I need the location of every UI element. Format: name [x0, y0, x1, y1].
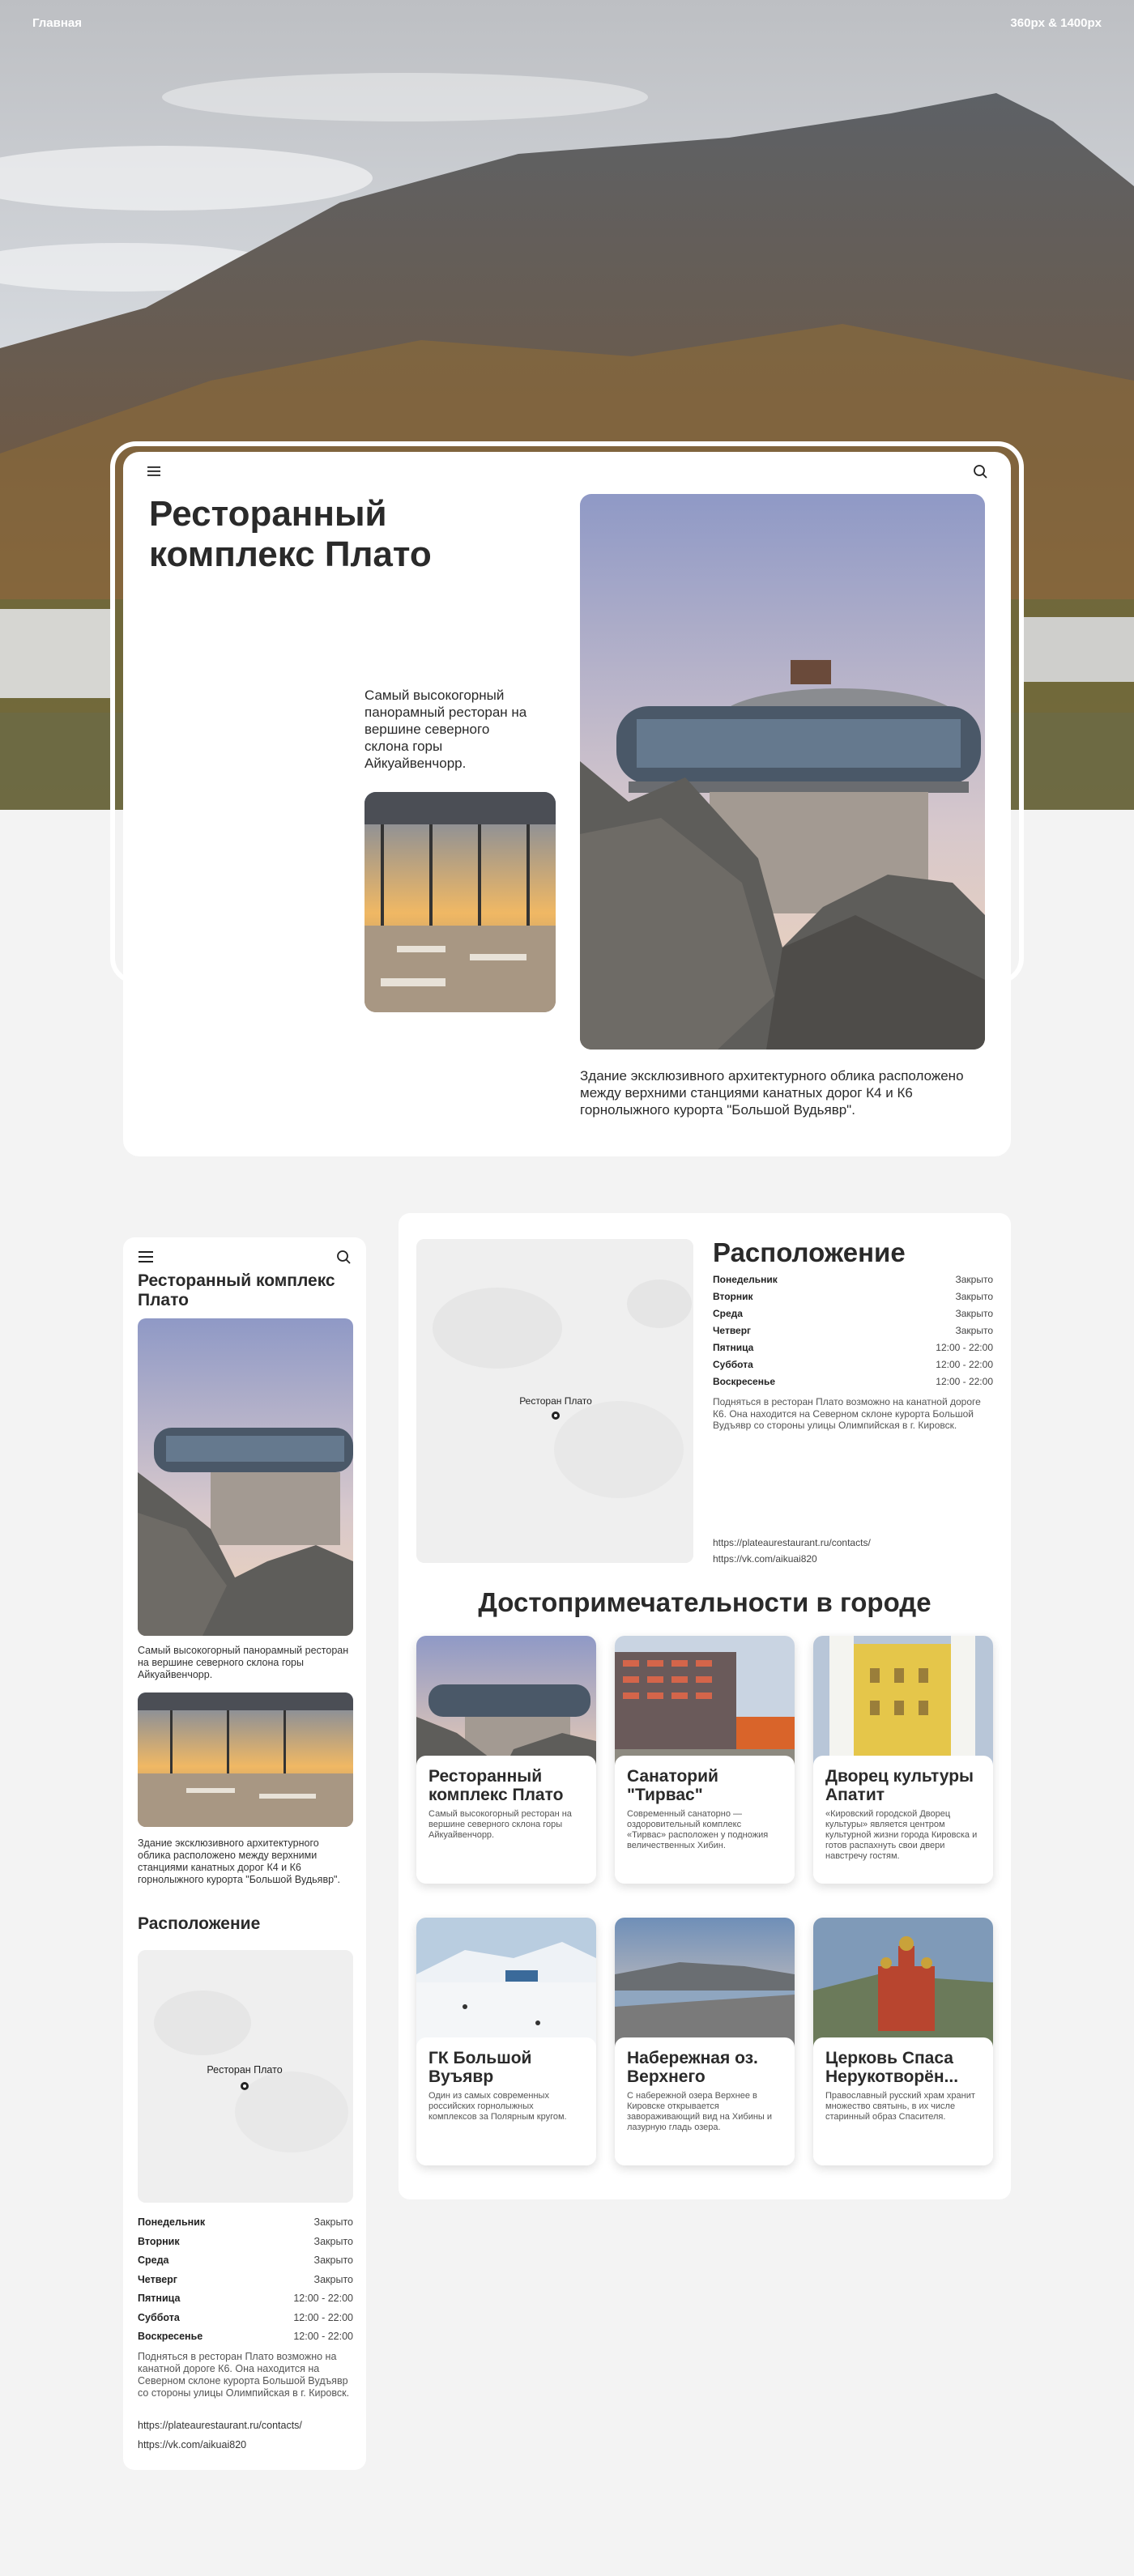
mobile-location-heading: Расположение — [138, 1914, 261, 1933]
hours-day: Воскресенье — [138, 2331, 203, 2342]
hours-row — [713, 1339, 993, 1356]
home-link[interactable]: Главная — [32, 16, 83, 30]
hours-row — [138, 2213, 353, 2233]
map-marker-label: Ресторан Плато — [519, 1395, 592, 1407]
hours-value: 12:00 - 22:00 — [293, 2293, 353, 2304]
hours-value: 12:00 - 22:00 — [936, 1342, 993, 1353]
hours-day: Понедельник — [713, 1274, 778, 1285]
hours-row — [713, 1356, 993, 1373]
website-link[interactable]: https://plateaurestaurant.ru/contacts/ — [138, 2420, 302, 2431]
restaurant-building-photo — [580, 494, 985, 1050]
hours-day: Пятница — [138, 2293, 181, 2304]
attraction-title: Церковь Спаса Нерукотворён... — [825, 2049, 959, 2086]
hours-row — [713, 1322, 993, 1339]
location-heading: Расположение — [713, 1237, 906, 1267]
attraction-title: Дворец культуры Апатит — [825, 1767, 974, 1804]
mobile-building-caption: Здание эксклюзивного архитектурного облика расположено между верхними станциями канатных дорог К4 и К6 горнолыжного курорта "Большой Вудьявр". — [138, 1837, 340, 1885]
mobile-preview — [123, 1237, 366, 2470]
search-icon[interactable] — [334, 1247, 353, 1267]
attraction-card[interactable] — [813, 1636, 993, 1884]
hours-value: 12:00 - 22:00 — [936, 1376, 993, 1387]
map-marker-label: Ресторан Плато — [207, 2064, 283, 2076]
attractions-heading: Достопримечательности в городе — [478, 1587, 932, 1617]
intro-text: Самый высокогорный панорамный ресторан на вершине северного склона горы Айкуайвенчорр. — [364, 688, 527, 771]
attraction-text: Современный санаторно — оздоровительный комплекс «Тирвас» расположен у подножия величественных Хибин. — [627, 1809, 769, 1850]
attraction-text: «Кировский городской Дворец культуры» является центром культурной жизни города Кировска и готов распахнуть свои двери навстречу гостям. — [825, 1809, 978, 1861]
mobile-intro-text: Самый высокогорный панорамный ресторан на вершине северного склона горы Айкуайвенчорр. — [138, 1645, 349, 1680]
hours-day: Четверг — [713, 1325, 752, 1336]
hours-row — [138, 2309, 353, 2328]
attractions-grid — [416, 1636, 993, 2165]
hours-value: Закрыто — [313, 2273, 353, 2285]
attraction-photo — [416, 1918, 596, 2047]
hero-card — [123, 452, 1011, 1156]
mobile-map[interactable] — [138, 1950, 353, 2203]
attraction-title: Санаторий "Тирвас" — [627, 1767, 718, 1804]
attraction-photo — [615, 1636, 795, 1765]
hours-day: Среда — [138, 2255, 169, 2266]
hours-day: Вторник — [713, 1291, 753, 1302]
mobile-opening-hours — [138, 2213, 353, 2347]
attraction-body — [416, 1756, 596, 1884]
opening-hours — [713, 1271, 993, 1390]
attraction-text: Один из самых современных российских горнолыжных комплексов за Полярным кругом. — [428, 2091, 567, 2122]
attraction-text: Православный русский храм хранит множество святынь, в их числе старинный образ Спасителя. — [825, 2091, 975, 2122]
hours-day: Суббота — [138, 2311, 180, 2323]
hours-day: Суббота — [713, 1359, 753, 1370]
hours-row — [713, 1305, 993, 1322]
attraction-card[interactable] — [813, 1918, 993, 2165]
restaurant-interior-photo — [364, 792, 556, 1012]
attraction-body — [813, 2037, 993, 2165]
mobile-title: Ресторанный комплекс Плато — [138, 1271, 335, 1309]
attraction-card[interactable] — [416, 1918, 596, 2165]
attraction-photo — [813, 1918, 993, 2047]
mobile-directions-text: Подняться в ресторан Плато возможно на канатной дороге К6. Она находится на Северном склоне курорта Большой Вудъявр со стороны улицы Олимпийская в г. Кировск. — [138, 2351, 350, 2399]
directions-text: Подняться в ресторан Плато возможно на канатной дороге К6. Она находится на Северном склоне курорта Большой Вудъявр со стороны улицы Олимпийская в г. Кировск. — [713, 1396, 981, 1431]
hours-row — [713, 1373, 993, 1390]
hours-day: Воскресенье — [713, 1376, 776, 1387]
location-map[interactable] — [416, 1239, 693, 1563]
hours-row — [138, 2271, 353, 2290]
hours-row — [713, 1271, 993, 1288]
hours-value: Закрыто — [313, 2235, 353, 2247]
hours-value: Закрыто — [313, 2216, 353, 2228]
resolution-label: 360px & 1400px — [1010, 16, 1102, 30]
hours-day: Пятница — [713, 1342, 754, 1353]
attraction-card[interactable] — [416, 1636, 596, 1884]
website-link[interactable]: https://plateaurestaurant.ru/contacts/ — [713, 1537, 871, 1548]
attraction-title: Набережная оз. Верхнего — [627, 2049, 758, 2086]
attraction-photo — [416, 1636, 596, 1765]
attraction-title: ГК Большой Вуъявр — [428, 2049, 532, 2086]
hours-value: Закрыто — [955, 1325, 993, 1336]
hours-day: Среда — [713, 1308, 743, 1319]
attraction-title: Ресторанный комплекс Плато — [428, 1767, 564, 1804]
hours-value: Закрыто — [955, 1291, 993, 1302]
hours-value: 12:00 - 22:00 — [936, 1359, 993, 1370]
hours-day: Четверг — [138, 2273, 178, 2285]
hours-value: Закрыто — [955, 1274, 993, 1285]
menu-icon[interactable] — [136, 1247, 156, 1267]
attraction-body — [416, 2037, 596, 2165]
attraction-text: С набережной озера Верхнее в Кировске открывается завораживающий вид на Хибины и лазурную гладь озера. — [627, 2091, 773, 2132]
building-caption: Здание эксклюзивного архитектурного облика расположено между верхними станциями канатных дорог К4 и К6 горнолыжного курорта "Большой Вудьявр". — [580, 1068, 964, 1118]
attraction-photo — [615, 1918, 795, 2047]
attraction-photo — [813, 1636, 993, 1765]
attraction-text: Самый высокогорный ресторан на вершине северного склона горы Айкуайвенчорр. — [428, 1809, 572, 1840]
hours-row — [138, 2233, 353, 2252]
hours-day: Вторник — [138, 2235, 180, 2247]
attraction-body — [813, 1756, 993, 1884]
attraction-card[interactable] — [615, 1636, 795, 1884]
hours-row — [138, 2327, 353, 2347]
hours-value: Закрыто — [313, 2255, 353, 2266]
location-and-attractions-panel — [399, 1213, 1011, 2199]
attraction-body — [615, 1756, 795, 1884]
attraction-body — [615, 2037, 795, 2165]
vk-link[interactable]: https://vk.com/aikuai820 — [138, 2439, 247, 2450]
vk-link[interactable]: https://vk.com/aikuai820 — [713, 1553, 817, 1565]
attraction-card[interactable] — [615, 1918, 795, 2165]
menu-icon[interactable] — [144, 462, 164, 481]
hours-day: Понедельник — [138, 2216, 206, 2228]
hours-row — [138, 2251, 353, 2271]
hours-row — [713, 1288, 993, 1305]
page-title: Ресторанный комплекс Плато — [149, 494, 432, 574]
hours-value: Закрыто — [955, 1308, 993, 1319]
hours-row — [138, 2289, 353, 2309]
restaurant-building-photo — [138, 1318, 353, 1636]
restaurant-interior-photo — [138, 1692, 353, 1827]
search-icon[interactable] — [970, 462, 990, 481]
hours-value: 12:00 - 22:00 — [293, 2311, 353, 2323]
hours-value: 12:00 - 22:00 — [293, 2331, 353, 2342]
